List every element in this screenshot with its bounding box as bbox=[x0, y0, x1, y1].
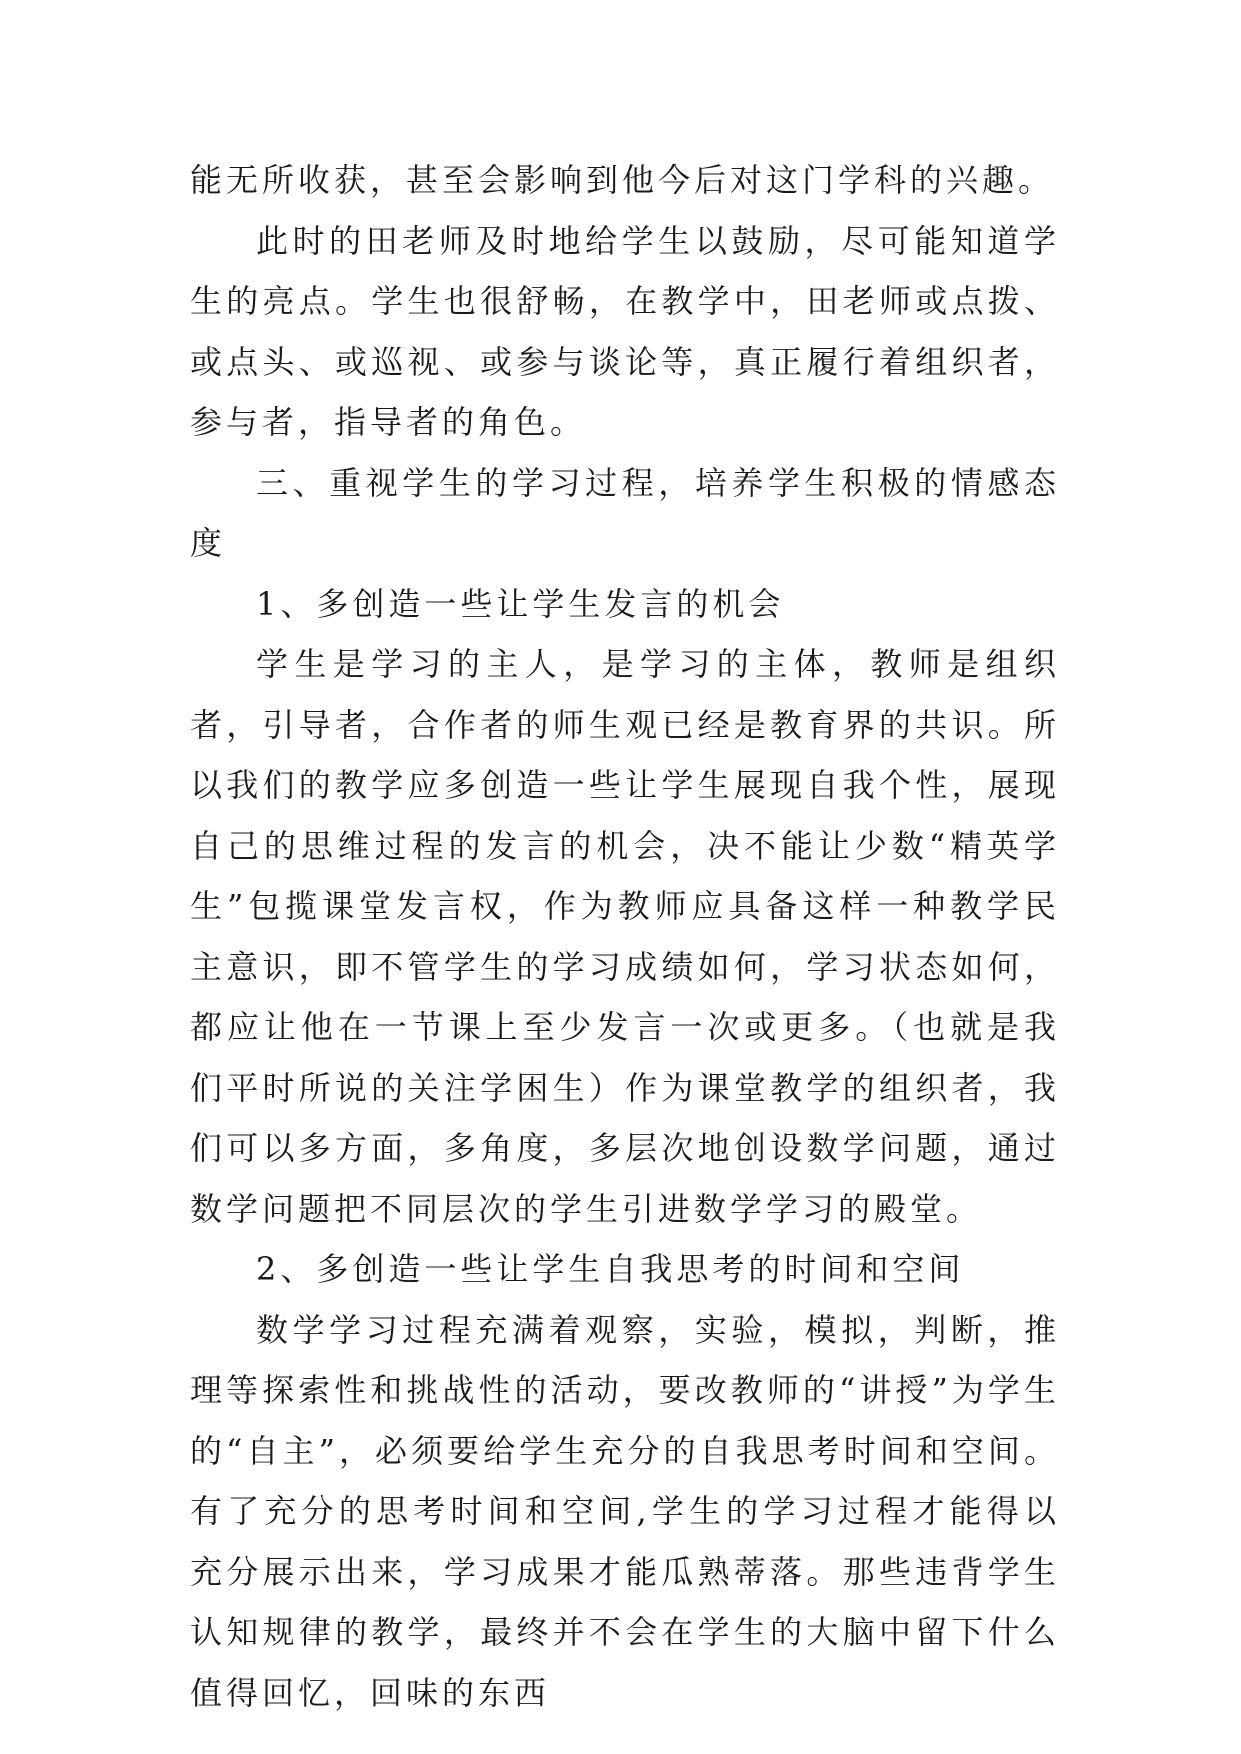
paragraph-thinking-time: 数学学习过程充满着观察，实验，模拟，判断，推理等探索性和挑战性的活动，要改教师的“讲授”为学生的“自主”，必须要给学生充分的自我思考时间和空间。有了充分的思考时间和空间,学生的学习过程才能得以充分展示出来，学习成果才能瓜熟蒂落。那些违背学生认知规律的教学，最终并不会在学生的大脑中留下什么值得回忆，回味的东西 bbox=[190, 1310, 1060, 1712]
subheading-2: 2、多创造一些让学生自我思考的时间和空间 bbox=[256, 1250, 965, 1288]
document-page bbox=[190, 150, 1060, 1723]
paragraph-continuation: 能无所收获，甚至会影响到他今后对这门学科的兴趣。 bbox=[190, 161, 1055, 199]
paragraph-student-speaking: 学生是学习的主人，是学习的主体，教师是组织者，引导者，合作者的师生观已经是教育界的共识。所以我们的教学应多创造一些让学生展现自我个性，展现自己的思维过程的发言的机会，决不能让少数“精英学生”包揽课堂发言权，作为教师应具备这样一种教学民主意识，即不管学生的学习成绩如何，学习状态如何，都应让他在一节课上至少发言一次或更多。（也就是我们平时所说的关注学困生）作为课堂教学的组织者，我们可以多方面，多角度，多层次地创设数学问题，通过数学问题把不同层次的学生引进数学学习的殿堂。 bbox=[190, 645, 1060, 1228]
section-heading-3: 三、重视学生的学习过程，培养学生积极的情感态度 bbox=[190, 463, 1060, 562]
subheading-1: 1、多创造一些让学生发言的机会 bbox=[256, 584, 785, 623]
paragraph-teacher-encouragement: 此时的田老师及时地给学生以鼓励，尽可能知道学生的亮点。学生也很舒畅，在教学中，田老师或点拨、或点头、或巡视、或参与谈论等，真正履行着组织者，参与者，指导者的角色。 bbox=[190, 221, 1060, 441]
